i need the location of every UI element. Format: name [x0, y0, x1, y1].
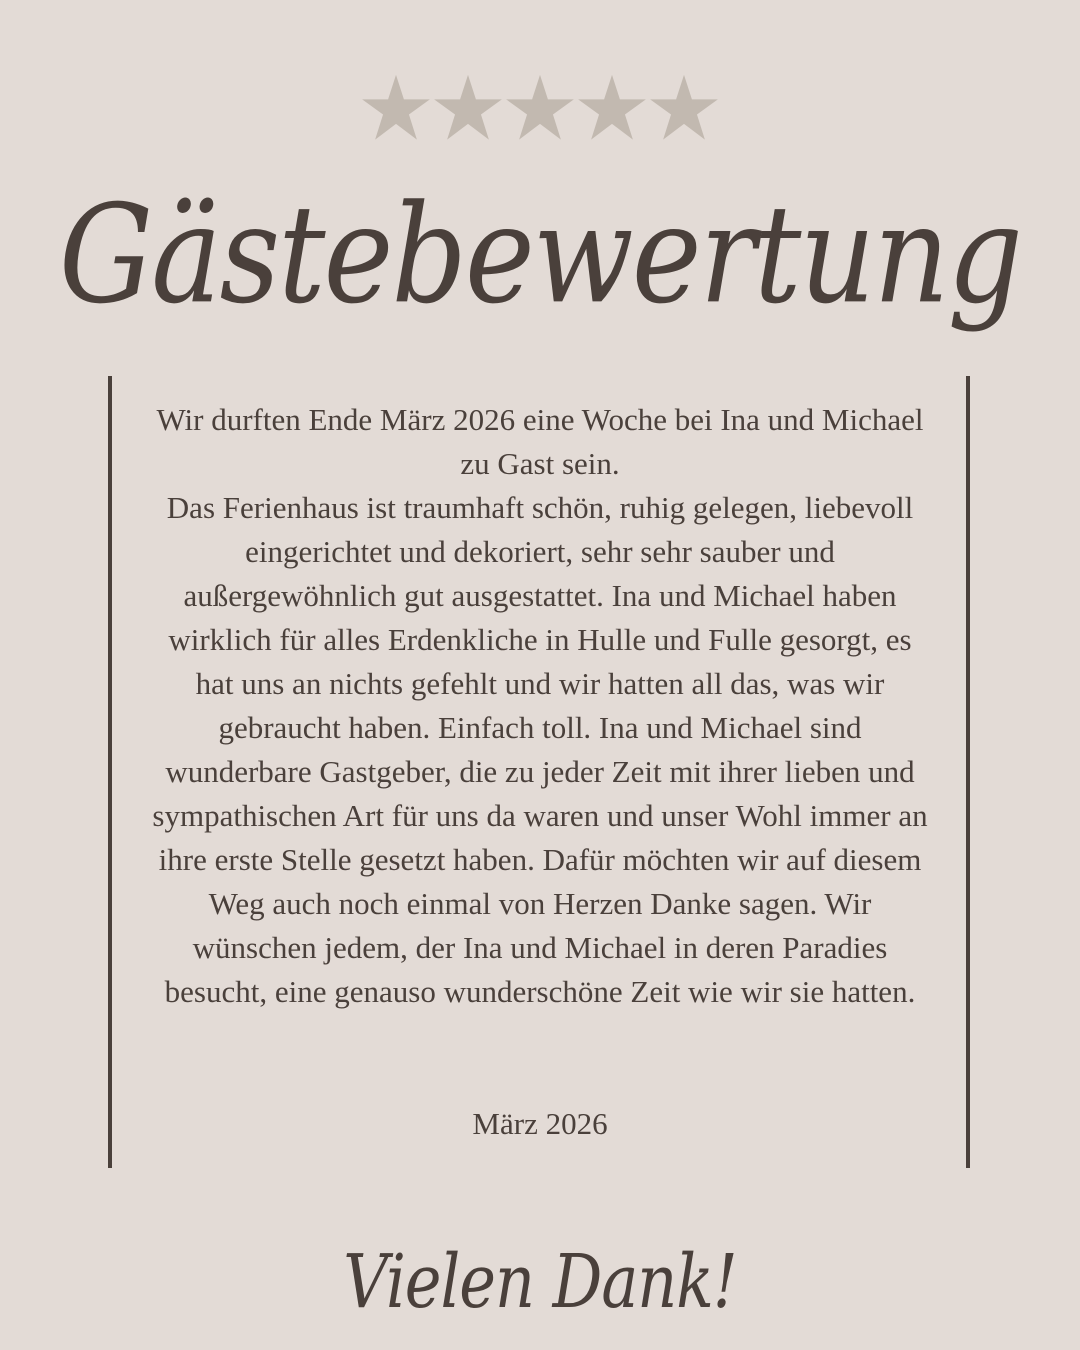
star-icon: [576, 72, 648, 144]
frame-line-left: [108, 376, 112, 1168]
star-icon: [504, 72, 576, 144]
frame-line-right: [966, 376, 970, 1168]
star-icon: [648, 72, 720, 144]
review-paragraph-body: Das Ferienhaus ist traumhaft schön, ruhig gelegen, liebevoll eingerichtet und dekoriert, sehr sehr sauber und außergewöhnlich gut ausgestattet. Ina und Michael haben wirklich für alles Erdenkliche in Hulle und Fulle gesorgt, es hat uns an nichts gefehlt und wir hatten all das, was wir gebraucht haben. Einfach toll. Ina und Michael sind wunderbare Gastgeber, die zu jeder Zeit mit ihrer lieben und sympathischen Art für uns da waren und unser Wohl immer an ihre erste Stelle gesetzt haben. Dafür möchten wir auf diesem Weg auch noch einmal von Herzen Danke sagen. Wir wünschen jedem, der Ina und Michael in deren Paradies besucht, eine genauso wunderschöne Zeit wie wir sie hatten.: [152, 490, 928, 1009]
star-icon: [360, 72, 432, 144]
star-rating: [0, 72, 1080, 144]
closing-signature: Vielen Dank!: [343, 1237, 737, 1326]
star-icon: [432, 72, 504, 144]
page-title: Gästebewertung: [59, 174, 1021, 334]
review-paragraph-intro: Wir durften Ende März 2026 eine Woche bei Ina und Michael zu Gast sein.: [156, 402, 924, 481]
review-date: März 2026: [472, 1106, 608, 1141]
review-text: [150, 398, 930, 1014]
